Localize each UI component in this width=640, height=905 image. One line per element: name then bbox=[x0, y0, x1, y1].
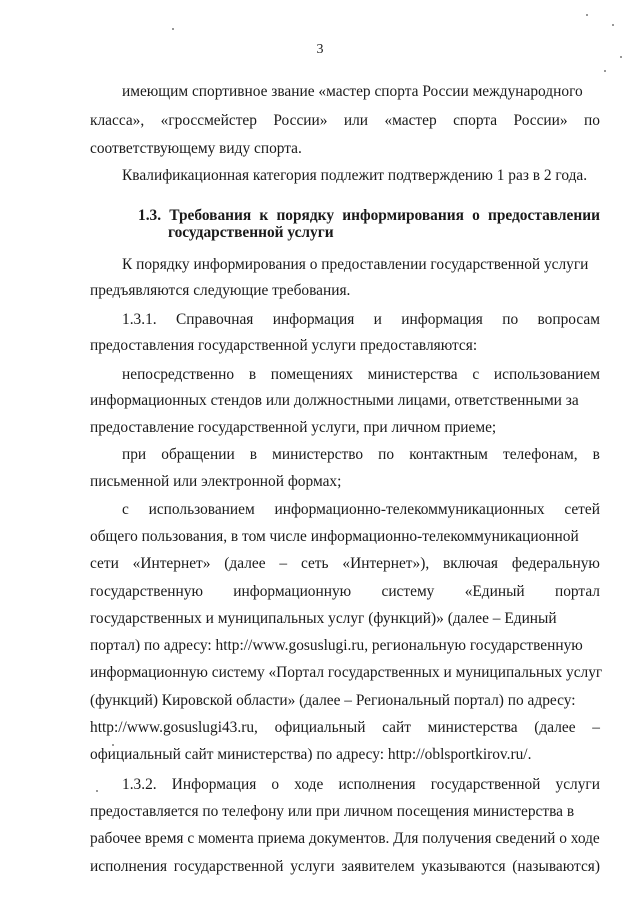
word: информационных стендов или должностными лицами, ответственными за bbox=[90, 392, 579, 409]
word: в bbox=[249, 446, 258, 463]
word: общего пользования, в том числе информационно-телекоммуникационной bbox=[90, 528, 579, 545]
word: сеть bbox=[300, 555, 329, 572]
word: государственных и муниципальных услуг (функций)» (далее – Единый bbox=[90, 610, 557, 627]
word: Информация bbox=[171, 776, 257, 793]
word: России» bbox=[273, 112, 328, 129]
text-line bbox=[122, 446, 600, 464]
text-line bbox=[90, 419, 496, 437]
word: в bbox=[592, 446, 600, 463]
word: России» bbox=[513, 112, 568, 129]
scan-speck bbox=[604, 70, 606, 72]
word: предоставлении bbox=[487, 207, 600, 224]
text-line bbox=[90, 803, 600, 821]
text-line bbox=[90, 858, 600, 876]
word: федеральную bbox=[511, 555, 600, 572]
word: указываются bbox=[421, 858, 506, 875]
text-line bbox=[122, 776, 600, 794]
word: вопросам bbox=[537, 311, 600, 328]
scan-speck bbox=[620, 56, 622, 58]
word: предоставляется по телефону или при личном посещения министерства в bbox=[90, 803, 575, 820]
word: «гроссмейстер bbox=[160, 112, 257, 129]
word: министерства bbox=[367, 366, 458, 383]
text-line bbox=[90, 610, 600, 628]
word: услуги bbox=[555, 776, 600, 793]
word: «Интернет» bbox=[132, 555, 211, 572]
word: о bbox=[472, 207, 480, 224]
text-line bbox=[90, 282, 350, 300]
word: по bbox=[378, 446, 395, 463]
word: информационную bbox=[233, 583, 352, 600]
word: – bbox=[592, 719, 600, 736]
word: (далее bbox=[224, 555, 266, 572]
word: заявителем bbox=[341, 858, 415, 875]
text-line bbox=[90, 392, 600, 410]
word: использованием bbox=[493, 366, 600, 383]
text-line bbox=[90, 830, 600, 848]
word: по bbox=[584, 112, 600, 129]
word: государственной услуги bbox=[168, 224, 334, 241]
scan-speck bbox=[172, 28, 174, 30]
word: (функций) Кировской области» (далее – Региональный портал) по адресу: bbox=[90, 692, 576, 709]
word: класса», bbox=[90, 112, 145, 129]
text-line bbox=[90, 555, 600, 573]
word: предоставление государственной услуги, при личном приеме; bbox=[90, 419, 497, 436]
word: порядку bbox=[276, 207, 335, 224]
word: с bbox=[472, 366, 480, 383]
word: официальный сайт министерства) по адресу: http://oblsportkirov.ru/. bbox=[90, 746, 532, 763]
word: помещениях bbox=[270, 366, 353, 383]
word: 1.3. bbox=[138, 207, 162, 224]
word: Квалификационная категория подлежит подтверждению 1 раз в 2 года. bbox=[122, 167, 588, 184]
text-line bbox=[122, 256, 600, 274]
word: информационно-телекоммуникационных bbox=[274, 501, 545, 518]
word: портал bbox=[554, 583, 600, 600]
word: при bbox=[122, 446, 147, 463]
word: с bbox=[122, 501, 129, 518]
text-line bbox=[90, 140, 302, 158]
text-line bbox=[122, 83, 600, 101]
text-line bbox=[122, 167, 587, 185]
text-line bbox=[90, 528, 600, 546]
text-line bbox=[90, 112, 600, 130]
word: информационную систему «Портал государственных и муниципальных услуг bbox=[90, 664, 603, 681]
word: соответствующему виду спорта. bbox=[90, 140, 302, 157]
word: сети bbox=[90, 555, 119, 572]
page-number: 3 bbox=[316, 42, 324, 57]
section-heading-line bbox=[168, 224, 334, 242]
word: телефонам, bbox=[502, 446, 578, 463]
word: министерства bbox=[427, 719, 518, 736]
word: информация bbox=[401, 311, 483, 328]
word: Требования bbox=[169, 207, 252, 224]
word: информирования bbox=[342, 207, 464, 224]
word: включая bbox=[443, 555, 499, 572]
word: «мастер bbox=[384, 112, 437, 129]
word: непосредственно bbox=[122, 366, 235, 383]
word: – bbox=[279, 555, 288, 572]
word: предоставления государственной услуги предоставляются: bbox=[90, 337, 478, 354]
word: предъявляются следующие требования. bbox=[90, 282, 351, 299]
scan-speck bbox=[112, 744, 114, 746]
word: исполнения bbox=[90, 858, 168, 875]
word: министерство bbox=[272, 446, 364, 463]
word: ходе bbox=[294, 776, 324, 793]
word: услуги bbox=[290, 858, 335, 875]
word: использованием bbox=[148, 501, 255, 518]
word: сайт bbox=[382, 719, 411, 736]
word: исполнения bbox=[338, 776, 416, 793]
text-line bbox=[90, 473, 341, 491]
word: 1.3.2. bbox=[122, 776, 157, 793]
word: «Интернет»), bbox=[342, 555, 430, 572]
word: (далее bbox=[534, 719, 576, 736]
text-line bbox=[90, 746, 531, 764]
text-line bbox=[90, 637, 600, 655]
word: и bbox=[373, 311, 382, 328]
word: к bbox=[259, 207, 269, 224]
text-line bbox=[90, 337, 477, 355]
word: обращении bbox=[161, 446, 235, 463]
word: 1.3.1. bbox=[122, 311, 157, 328]
word: http://www.gosuslugi43.ru, bbox=[90, 719, 258, 736]
text-line bbox=[90, 719, 600, 737]
word: по bbox=[502, 311, 519, 328]
word: государственной bbox=[173, 858, 284, 875]
text-line bbox=[90, 664, 603, 682]
word: контактным bbox=[409, 446, 488, 463]
text-line bbox=[122, 311, 600, 329]
text-line bbox=[90, 692, 600, 710]
word: государственной bbox=[430, 776, 541, 793]
word: или bbox=[343, 112, 369, 129]
text-line bbox=[122, 501, 600, 519]
word: систему bbox=[381, 583, 435, 600]
word: о bbox=[271, 776, 280, 793]
section-heading-line bbox=[138, 207, 600, 225]
word: государственную bbox=[90, 583, 203, 600]
word: информация bbox=[272, 311, 355, 328]
word: имеющим спортивное звание «мастер спорта России международного bbox=[122, 83, 583, 100]
word: «Единый bbox=[464, 583, 525, 600]
word: письменной или электронной формах; bbox=[90, 473, 342, 490]
scan-speck bbox=[612, 24, 614, 26]
text-line bbox=[90, 583, 600, 601]
word: сетей bbox=[564, 501, 600, 518]
word: спорта bbox=[453, 112, 498, 129]
word: Справочная bbox=[175, 311, 254, 328]
word: портал) по адресу: http://www.gosuslugi.ru, региональную государственную bbox=[90, 637, 583, 654]
word: рабочее время с момента приема документов. Для получения сведений о ходе bbox=[90, 830, 600, 847]
text-line bbox=[122, 366, 600, 384]
word: официальный bbox=[274, 719, 366, 736]
scan-speck bbox=[96, 790, 98, 792]
word: (называются) bbox=[512, 858, 600, 875]
scan-speck bbox=[586, 14, 588, 16]
word: в bbox=[248, 366, 257, 383]
word: К порядку информирования о предоставлении государственной услуги bbox=[122, 256, 589, 273]
